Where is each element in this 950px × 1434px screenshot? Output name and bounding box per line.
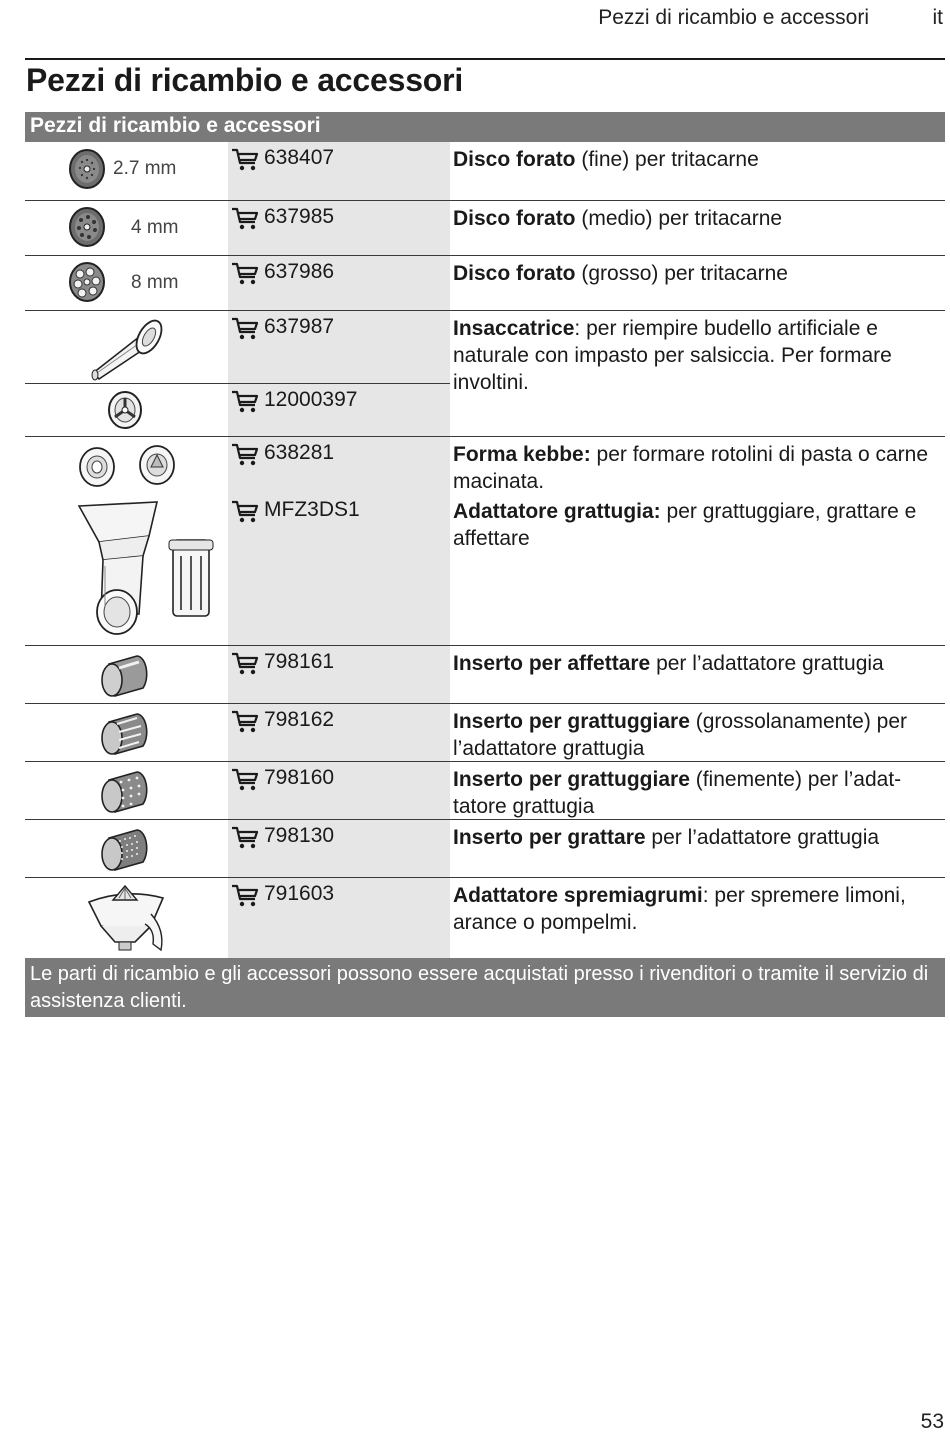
part-description — [453, 260, 945, 287]
language-code: it — [932, 6, 943, 29]
part-number-value: 798130 — [264, 824, 335, 847]
running-header-title: Pezzi di ricambio e accessori — [598, 6, 869, 29]
hole-size-label: 2.7 mm — [113, 158, 177, 179]
part-description — [453, 882, 945, 936]
running-header — [25, 0, 945, 60]
part-name: Inserto per grattare — [453, 826, 646, 849]
table-row — [25, 494, 945, 645]
part-description-text: (finemente) per l’adat-tatore grattugia — [453, 768, 902, 818]
part-name: Disco forato — [453, 262, 576, 285]
part-number — [230, 315, 445, 341]
shopping-cart-icon — [230, 766, 260, 792]
part-name: Adattatore grattugia: — [453, 500, 661, 523]
part-description-text: per grattuggiare, grattare e affettare — [453, 500, 917, 550]
hole-size-label: 8 mm — [131, 272, 179, 293]
part-name: Disco forato — [453, 207, 576, 230]
part-description — [453, 708, 945, 762]
shopping-cart-icon — [230, 315, 260, 341]
table-row — [25, 436, 945, 495]
part-name: Adattatore spremiagrumi — [453, 884, 703, 907]
part-number — [230, 708, 445, 734]
shopping-cart-icon — [230, 882, 260, 908]
part-number — [230, 498, 445, 524]
part-number-value: 798161 — [264, 650, 335, 673]
part-number-value: 12000397 — [264, 388, 358, 411]
page-title: Pezzi di ricambio e accessori — [26, 62, 464, 98]
shopping-cart-icon — [230, 388, 260, 414]
grating-insert-image — [25, 820, 228, 878]
part-name: Insaccatrice — [453, 317, 575, 340]
shopping-cart-icon — [230, 441, 260, 467]
part-description — [453, 315, 945, 396]
part-number-value: 637985 — [264, 205, 335, 228]
grater-adapter-image — [25, 494, 228, 645]
part-name: Inserto per grattuggiare — [453, 710, 690, 733]
table-row — [25, 761, 945, 820]
hole-size-label: 4 mm — [131, 217, 179, 238]
part-number-value: 637986 — [264, 260, 335, 283]
part-description — [453, 650, 945, 677]
part-number — [230, 260, 445, 286]
part-description-text: (grosso) per tritacarne — [575, 262, 788, 285]
part-number — [230, 388, 445, 414]
table-row — [25, 142, 945, 200]
shopping-cart-icon — [230, 708, 260, 734]
part-description-text: per l’adattatore grattugia — [645, 826, 880, 849]
part-number — [230, 146, 445, 172]
part-number — [230, 650, 445, 676]
part-description-text: (medio) per tritacarne — [575, 207, 783, 230]
table-heading: Pezzi di ricambio e accessori — [25, 112, 945, 142]
part-description-text: per l’adattatore grattugia — [650, 652, 884, 675]
part-number-value: 791603 — [264, 882, 335, 905]
slicing-insert-image — [25, 646, 228, 704]
part-description-text: (fine) per tritacarne — [575, 148, 759, 171]
shopping-cart-icon — [230, 205, 260, 231]
part-number — [230, 205, 445, 231]
part-name: Inserto per grattuggiare — [453, 768, 690, 791]
page-number: 53 — [920, 1410, 944, 1433]
shopping-cart-icon — [230, 824, 260, 850]
table-row — [25, 310, 945, 437]
purchase-note: Le parti di ricambio e gli accessori possono essere acquistati presso i rivenditori o tramite il servizio di assistenza clienti. — [25, 958, 945, 1017]
part-number-value: 638407 — [264, 146, 335, 169]
sausage-filler-image — [25, 311, 228, 437]
part-number — [230, 441, 445, 467]
part-description-text: : per spremere limoni, arance o pompelmi. — [453, 884, 906, 934]
shopping-cart-icon — [230, 146, 260, 172]
kebbe-attachment-image — [25, 437, 228, 495]
part-number — [230, 882, 445, 908]
coarse-disc-image — [25, 256, 228, 311]
part-name: Inserto per affettare — [453, 652, 651, 675]
part-description — [453, 205, 945, 232]
part-name: Forma kebbe: — [453, 443, 591, 466]
part-description — [453, 146, 945, 173]
part-number — [230, 766, 445, 792]
part-description-text: (grossolanamente) per l’adattatore grattugia — [453, 710, 907, 760]
part-number — [230, 824, 445, 850]
part-description — [453, 824, 945, 851]
coarse-grating-insert-image — [25, 704, 228, 762]
table-row — [25, 877, 945, 959]
row-divider — [25, 383, 450, 384]
part-name: Disco forato — [453, 148, 576, 171]
fine-disc-image — [25, 142, 228, 200]
fine-grating-insert-image — [25, 762, 228, 820]
part-number-value: 638281 — [264, 441, 335, 464]
part-number-value: 798162 — [264, 708, 335, 731]
table-row — [25, 819, 945, 878]
shopping-cart-icon — [230, 260, 260, 286]
shopping-cart-icon — [230, 498, 260, 524]
table-row — [25, 200, 945, 256]
part-description — [453, 766, 945, 820]
citrus-press-image — [25, 878, 228, 959]
part-number-value: MFZ3DS1 — [264, 498, 360, 521]
table-row — [25, 255, 945, 311]
part-number-value: 798160 — [264, 766, 335, 789]
part-number-value: 637987 — [264, 315, 335, 338]
table-row — [25, 645, 945, 704]
medium-disc-image — [25, 201, 228, 256]
part-description-text: : per riempire budello artificiale e naturale con impasto per salsiccia. Per formare involtini. — [453, 317, 892, 394]
table-row — [25, 703, 945, 762]
part-description — [453, 441, 945, 495]
part-description — [453, 498, 945, 552]
shopping-cart-icon — [230, 650, 260, 676]
part-description-text: per formare rotolini di pasta o carne macinata. — [453, 443, 929, 493]
